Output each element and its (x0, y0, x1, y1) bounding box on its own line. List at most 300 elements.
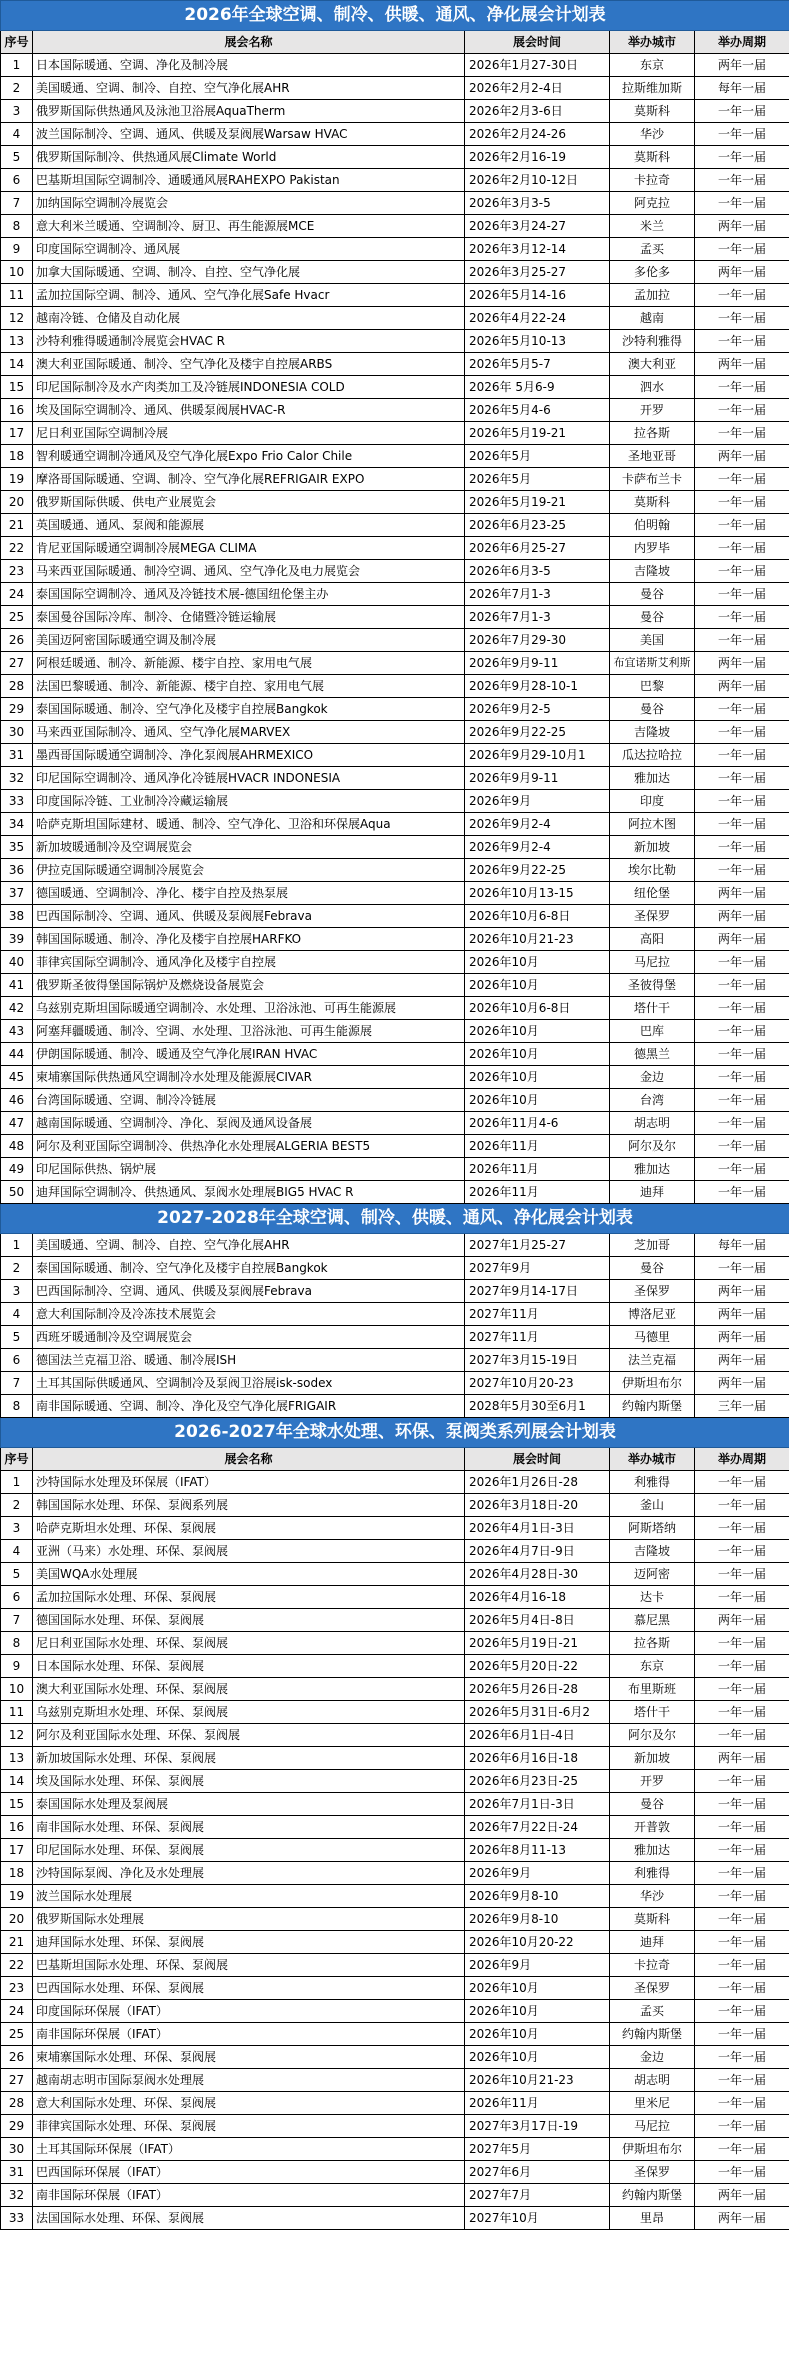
row-number: 24 (1, 2000, 33, 2023)
expo-time: 2026年5月 (465, 445, 610, 468)
expo-time: 2026年7月29-30 (465, 629, 610, 652)
row-number: 23 (1, 1977, 33, 2000)
expo-city: 瓜达拉哈拉 (610, 744, 695, 767)
expo-time: 2026年5月10-13 (465, 330, 610, 353)
expo-time: 2026年11月4-6 (465, 1112, 610, 1135)
row-number: 1 (1, 54, 33, 77)
expo-name: 迪拜国际水处理、环保、泵阀展 (33, 1931, 465, 1954)
table-row (1, 629, 789, 652)
expo-cycle: 一年一届 (695, 744, 789, 767)
expo-cycle: 一年一届 (695, 1112, 789, 1135)
expo-city: 曼谷 (610, 1793, 695, 1816)
row-number: 13 (1, 330, 33, 353)
expo-time: 2026年9月28-10-1 (465, 675, 610, 698)
row-number: 1 (1, 1234, 33, 1257)
expo-name: 印度国际冷链、工业制冷冷藏运输展 (33, 790, 465, 813)
row-number: 9 (1, 238, 33, 261)
row-number: 49 (1, 1158, 33, 1181)
expo-cycle: 一年一届 (695, 1043, 789, 1066)
expo-city: 曼谷 (610, 698, 695, 721)
expo-cycle: 一年一届 (695, 974, 789, 997)
expo-cycle: 一年一届 (695, 997, 789, 1020)
expo-city: 马尼拉 (610, 951, 695, 974)
expo-name: 意大利国际制冷及冷冻技术展览会 (33, 1303, 465, 1326)
expo-name: 美国迈阿密国际暖通空调及制冷展 (33, 629, 465, 652)
expo-name: 泰国国际水处理及泵阀展 (33, 1793, 465, 1816)
expo-cycle: 三年一届 (695, 1395, 789, 1418)
table-row (1, 1977, 789, 2000)
expo-name: 孟加拉国际空调、制冷、通风、空气净化展Safe Hvacr (33, 284, 465, 307)
expo-cycle: 一年一届 (695, 1494, 789, 1517)
expo-city: 沙特利雅得 (610, 330, 695, 353)
expo-city: 伯明翰 (610, 514, 695, 537)
row-number: 33 (1, 790, 33, 813)
expo-cycle: 两年一届 (695, 1326, 789, 1349)
expo-name: 阿尔及利亚国际空调制冷、供热净化水处理展ALGERIA BEST5 (33, 1135, 465, 1158)
table-row (1, 813, 789, 836)
expo-cycle: 两年一届 (695, 1747, 789, 1770)
expo-cycle: 一年一届 (695, 583, 789, 606)
expo-cycle: 一年一届 (695, 1885, 789, 1908)
row-number: 17 (1, 1839, 33, 1862)
row-number: 31 (1, 744, 33, 767)
expo-cycle: 每年一届 (695, 1234, 789, 1257)
expo-city: 伊斯坦布尔 (610, 2138, 695, 2161)
table-row (1, 1112, 789, 1135)
row-number: 3 (1, 1280, 33, 1303)
table-row (1, 1280, 789, 1303)
expo-cycle: 一年一届 (695, 422, 789, 445)
row-number: 26 (1, 2046, 33, 2069)
row-number: 22 (1, 537, 33, 560)
table-row (1, 1135, 789, 1158)
expo-name: 印度国际环保展（IFAT） (33, 2000, 465, 2023)
expo-time: 2026年4月1日-3日 (465, 1517, 610, 1540)
expo-cycle: 两年一届 (695, 2184, 789, 2207)
row-number: 28 (1, 2092, 33, 2115)
expo-city: 圣保罗 (610, 1280, 695, 1303)
table-row (1, 1181, 789, 1204)
row-number: 30 (1, 721, 33, 744)
expo-city: 高阳 (610, 928, 695, 951)
expo-time: 2026年5月31日-6月2 (465, 1701, 610, 1724)
expo-cycle: 两年一届 (695, 905, 789, 928)
expo-city: 华沙 (610, 123, 695, 146)
expo-city: 巴黎 (610, 675, 695, 698)
expo-name: 巴西国际水处理、环保、泵阀展 (33, 1977, 465, 2000)
expo-city: 多伦多 (610, 261, 695, 284)
expo-name: 美国暖通、空调、制冷、自控、空气净化展AHR (33, 1234, 465, 1257)
expo-city: 圣地亚哥 (610, 445, 695, 468)
expo-time: 2026年9月8-10 (465, 1908, 610, 1931)
table-row (1, 1043, 789, 1066)
expo-time: 2027年10月20-23 (465, 1372, 610, 1395)
expo-name: 亚洲（马来）水处理、环保、泵阀展 (33, 1540, 465, 1563)
expo-cycle: 一年一届 (695, 1839, 789, 1862)
expo-city: 金边 (610, 1066, 695, 1089)
expo-time: 2026年1月27-30日 (465, 54, 610, 77)
expo-city: 里米尼 (610, 2092, 695, 2115)
row-number: 32 (1, 2184, 33, 2207)
expo-time: 2026年4月28日-30 (465, 1563, 610, 1586)
expo-cycle: 一年一届 (695, 629, 789, 652)
table-row (1, 307, 789, 330)
expo-time: 2026年9月 (465, 1954, 610, 1977)
expo-city: 孟买 (610, 238, 695, 261)
table-row (1, 445, 789, 468)
table-row (1, 836, 789, 859)
expo-name: 泰国国际暖通、制冷、空气净化及楼宇自控展Bangkok (33, 1257, 465, 1280)
row-number: 37 (1, 882, 33, 905)
expo-city: 美国 (610, 629, 695, 652)
expo-city: 法兰克福 (610, 1349, 695, 1372)
expo-time: 2027年9月14-17日 (465, 1280, 610, 1303)
expo-name: 巴基斯坦国际空调制冷、通暖通风展RAHEXPO Pakistan (33, 169, 465, 192)
row-number: 20 (1, 1908, 33, 1931)
expo-cycle: 两年一届 (695, 445, 789, 468)
expo-name: 加纳国际空调制冷展览会 (33, 192, 465, 215)
expo-cycle: 一年一届 (695, 1770, 789, 1793)
table-row (1, 767, 789, 790)
expo-name: 土耳其国际环保展（IFAT） (33, 2138, 465, 2161)
table-row (1, 238, 789, 261)
expo-cycle: 一年一届 (695, 1020, 789, 1043)
header-time: 展会时间 (465, 1448, 610, 1471)
expo-city: 圣保罗 (610, 905, 695, 928)
expo-city: 芝加哥 (610, 1234, 695, 1257)
expo-name: 泰国曼谷国际冷库、制冷、仓储暨冷链运输展 (33, 606, 465, 629)
table-row (1, 1678, 789, 1701)
row-number: 25 (1, 2023, 33, 2046)
expo-time: 2026年5月4日-8日 (465, 1609, 610, 1632)
expo-time: 2027年1月25-27 (465, 1234, 610, 1257)
table-row (1, 1517, 789, 1540)
table-row (1, 514, 789, 537)
expo-cycle: 一年一届 (695, 1540, 789, 1563)
expo-time: 2026年9月2-4 (465, 813, 610, 836)
expo-cycle: 两年一届 (695, 1349, 789, 1372)
expo-name: 迪拜国际空调制冷、供热通风、泵阀水处理展BIG5 HVAC R (33, 1181, 465, 1204)
expo-time: 2026年9月 (465, 790, 610, 813)
row-number: 15 (1, 1793, 33, 1816)
header-name: 展会名称 (33, 1448, 465, 1471)
expo-cycle: 两年一届 (695, 54, 789, 77)
expo-name: 俄罗斯国际水处理展 (33, 1908, 465, 1931)
expo-city: 曼谷 (610, 606, 695, 629)
expo-cycle: 一年一届 (695, 836, 789, 859)
expo-time: 2028年5月30至6月1 (465, 1395, 610, 1418)
expo-name: 越南国际暖通、空调制冷、净化、泵阀及通风设备展 (33, 1112, 465, 1135)
table-row (1, 399, 789, 422)
table-row (1, 721, 789, 744)
expo-name: 德国国际水处理、环保、泵阀展 (33, 1609, 465, 1632)
expo-cycle: 一年一届 (695, 1655, 789, 1678)
expo-city: 里昂 (610, 2207, 695, 2230)
expo-name: 巴西国际制冷、空调、通风、供暖及泵阀展Febrava (33, 1280, 465, 1303)
row-number: 3 (1, 100, 33, 123)
row-number: 32 (1, 767, 33, 790)
expo-time: 2026年3月24-27 (465, 215, 610, 238)
expo-name: 新加坡暖通制冷及空调展览会 (33, 836, 465, 859)
row-number: 33 (1, 2207, 33, 2230)
table-row (1, 1862, 789, 1885)
table-row (1, 1158, 789, 1181)
expo-name: 越南冷链、仓储及自动化展 (33, 307, 465, 330)
expo-name: 日本国际水处理、环保、泵阀展 (33, 1655, 465, 1678)
expo-cycle: 一年一届 (695, 1632, 789, 1655)
table-row (1, 2138, 789, 2161)
table-row (1, 468, 789, 491)
row-number: 8 (1, 1632, 33, 1655)
header-time: 展会时间 (465, 31, 610, 54)
expo-name: 菲律宾国际空调制冷、通风净化及楼宇自控展 (33, 951, 465, 974)
expo-time: 2026年6月25-27 (465, 537, 610, 560)
table-row (1, 1563, 789, 1586)
table-row (1, 2161, 789, 2184)
expo-city: 莫斯科 (610, 491, 695, 514)
expo-cycle: 两年一届 (695, 1280, 789, 1303)
table-row (1, 928, 789, 951)
expo-city: 约翰内斯堡 (610, 2184, 695, 2207)
table-row (1, 1931, 789, 1954)
expo-city: 东京 (610, 1655, 695, 1678)
expo-city: 新加坡 (610, 1747, 695, 1770)
expo-time: 2026年11月 (465, 1158, 610, 1181)
expo-name: 日本国际暖通、空调、净化及制冷展 (33, 54, 465, 77)
expo-name: 美国WQA水处理展 (33, 1563, 465, 1586)
table-row (1, 537, 789, 560)
expo-time: 2026年2月3-6日 (465, 100, 610, 123)
expo-city: 雅加达 (610, 1839, 695, 1862)
expo-city: 泗水 (610, 376, 695, 399)
header-no: 序号 (1, 1448, 33, 1471)
expo-name: 沙特国际泵阀、净化及水处理展 (33, 1862, 465, 1885)
section-title-row (1, 1418, 789, 1448)
expo-name: 摩洛哥国际暖通、空调、制冷、空气净化展REFRIGAIR EXPO (33, 468, 465, 491)
table-row (1, 997, 789, 1020)
table-row (1, 1349, 789, 1372)
expo-city: 孟买 (610, 2000, 695, 2023)
expo-time: 2026年3月3-5 (465, 192, 610, 215)
expo-city: 吉隆坡 (610, 560, 695, 583)
expo-cycle: 一年一届 (695, 2138, 789, 2161)
expo-city: 雅加达 (610, 767, 695, 790)
expo-cycle: 一年一届 (695, 468, 789, 491)
expo-cycle: 一年一届 (695, 146, 789, 169)
expo-time: 2027年5月 (465, 2138, 610, 2161)
column-header-row (1, 1448, 789, 1471)
expo-name: 南非国际暖通、空调、制冷、净化及空气净化展FRIGAIR (33, 1395, 465, 1418)
expo-cycle: 一年一届 (695, 1158, 789, 1181)
table-row (1, 2046, 789, 2069)
table-row (1, 261, 789, 284)
expo-name: 俄罗斯国际供暖、供电产业展览会 (33, 491, 465, 514)
table-row (1, 675, 789, 698)
expo-city: 台湾 (610, 1089, 695, 1112)
expo-name: 韩国国际水处理、环保、泵阀系列展 (33, 1494, 465, 1517)
expo-city: 澳大利亚 (610, 353, 695, 376)
expo-name: 埃及国际空调制冷、通风、供暖泵阀展HVAC-R (33, 399, 465, 422)
section-title-row (1, 1204, 789, 1234)
row-number: 13 (1, 1747, 33, 1770)
expo-city: 马德里 (610, 1326, 695, 1349)
expo-cycle: 一年一届 (695, 376, 789, 399)
expo-name: 法国国际水处理、环保、泵阀展 (33, 2207, 465, 2230)
expo-name: 尼日利亚国际空调制冷展 (33, 422, 465, 445)
expo-city: 迈阿密 (610, 1563, 695, 1586)
row-number: 38 (1, 905, 33, 928)
expo-name: 印尼国际水处理、环保、泵阀展 (33, 1839, 465, 1862)
section-title: 2027-2028年全球空调、制冷、供暖、通风、净化展会计划表 (1, 1204, 789, 1234)
expo-city: 胡志明 (610, 2069, 695, 2092)
row-number: 43 (1, 1020, 33, 1043)
expo-time: 2026年7月1-3 (465, 583, 610, 606)
expo-time: 2027年9月 (465, 1257, 610, 1280)
expo-time: 2026年4月16-18 (465, 1586, 610, 1609)
expo-cycle: 一年一届 (695, 790, 789, 813)
row-number: 1 (1, 1471, 33, 1494)
expo-cycle: 一年一届 (695, 1066, 789, 1089)
table-row (1, 1066, 789, 1089)
row-number: 18 (1, 1862, 33, 1885)
table-row (1, 1257, 789, 1280)
expo-time: 2026年10月 (465, 951, 610, 974)
row-number: 5 (1, 1326, 33, 1349)
expo-name: 印尼国际供热、锅炉展 (33, 1158, 465, 1181)
expo-name: 印尼国际空调制冷、通风净化冷链展HVACR INDONESIA (33, 767, 465, 790)
expo-time: 2026年6月1日-4日 (465, 1724, 610, 1747)
expo-city: 圣保罗 (610, 2161, 695, 2184)
expo-cycle: 一年一届 (695, 1816, 789, 1839)
expo-cycle: 一年一届 (695, 1793, 789, 1816)
expo-time: 2026年10月20-22 (465, 1931, 610, 1954)
expo-name: 美国暖通、空调、制冷、自控、空气净化展AHR (33, 77, 465, 100)
table-row (1, 560, 789, 583)
expo-city: 德黑兰 (610, 1043, 695, 1066)
expo-cycle: 一年一届 (695, 491, 789, 514)
row-number: 50 (1, 1181, 33, 1204)
expo-time: 2026年10月 (465, 974, 610, 997)
table-row (1, 123, 789, 146)
row-number: 12 (1, 307, 33, 330)
expo-name: 意大利米兰暖通、空调制冷、厨卫、再生能源展MCE (33, 215, 465, 238)
row-number: 14 (1, 1770, 33, 1793)
expo-cycle: 两年一届 (695, 652, 789, 675)
expo-time: 2026年11月 (465, 1135, 610, 1158)
row-number: 20 (1, 491, 33, 514)
expo-time: 2026年1月26日-28 (465, 1471, 610, 1494)
expo-cycle: 一年一届 (695, 1471, 789, 1494)
expo-cycle: 一年一届 (695, 100, 789, 123)
expo-cycle: 一年一届 (695, 1977, 789, 2000)
table-row (1, 1793, 789, 1816)
row-number: 24 (1, 583, 33, 606)
expo-time: 2027年6月 (465, 2161, 610, 2184)
expo-cycle: 一年一届 (695, 399, 789, 422)
expo-name: 柬埔寨国际水处理、环保、泵阀展 (33, 2046, 465, 2069)
expo-cycle: 一年一届 (695, 1954, 789, 1977)
expo-name: 墨西哥国际暖通空调制冷、净化泵阀展AHRMEXICO (33, 744, 465, 767)
expo-name: 台湾国际暖通、空调、制冷冷链展 (33, 1089, 465, 1112)
expo-name: 越南胡志明市国际泵阀水处理展 (33, 2069, 465, 2092)
row-number: 7 (1, 1372, 33, 1395)
expo-cycle: 一年一届 (695, 284, 789, 307)
row-number: 25 (1, 606, 33, 629)
expo-time: 2026年9月29-10月1 (465, 744, 610, 767)
expo-name: 孟加拉国际水处理、环保、泵阀展 (33, 1586, 465, 1609)
expo-time: 2027年3月15-19日 (465, 1349, 610, 1372)
expo-city: 迪拜 (610, 1931, 695, 1954)
expo-cycle: 一年一届 (695, 951, 789, 974)
expo-name: 巴西国际制冷、空调、通风、供暖及泵阀展Febrava (33, 905, 465, 928)
expo-cycle: 一年一届 (695, 1181, 789, 1204)
row-number: 11 (1, 284, 33, 307)
table-row (1, 169, 789, 192)
row-number: 15 (1, 376, 33, 399)
row-number: 26 (1, 629, 33, 652)
row-number: 42 (1, 997, 33, 1020)
row-number: 39 (1, 928, 33, 951)
expo-name: 西班牙暖通制冷及空调展览会 (33, 1326, 465, 1349)
expo-time: 2026年5月14-16 (465, 284, 610, 307)
expo-cycle: 一年一届 (695, 2161, 789, 2184)
expo-name: 俄罗斯圣彼得堡国际锅炉及燃烧设备展览会 (33, 974, 465, 997)
table-row (1, 882, 789, 905)
expo-time: 2026年9月22-25 (465, 721, 610, 744)
table-row (1, 146, 789, 169)
expo-time: 2026年9月8-10 (465, 1885, 610, 1908)
expo-city: 利雅得 (610, 1471, 695, 1494)
expo-city: 拉斯维加斯 (610, 77, 695, 100)
expo-name: 乌兹别克斯坦国际暖通空调制冷、水处理、卫浴泳池、可再生能源展 (33, 997, 465, 1020)
expo-city: 慕尼黑 (610, 1609, 695, 1632)
header-city: 举办城市 (610, 1448, 695, 1471)
expo-cycle: 一年一届 (695, 2023, 789, 2046)
expo-name: 沙特利雅得暖通制冷展览会HVAC R (33, 330, 465, 353)
expo-cycle: 一年一届 (695, 307, 789, 330)
expo-cycle: 一年一届 (695, 813, 789, 836)
table-row (1, 905, 789, 928)
expo-name: 俄罗斯国际供热通风及泳池卫浴展AquaTherm (33, 100, 465, 123)
expo-name: 南非国际环保展（IFAT） (33, 2023, 465, 2046)
expo-city: 博洛尼亚 (610, 1303, 695, 1326)
expo-cycle: 一年一届 (695, 123, 789, 146)
row-number: 30 (1, 2138, 33, 2161)
expo-name: 阿塞拜疆暖通、制冷、空调、水处理、卫浴泳池、可再生能源展 (33, 1020, 465, 1043)
section-title: 2026年全球空调、制冷、供暖、通风、净化展会计划表 (1, 1, 789, 31)
expo-city: 莫斯科 (610, 1908, 695, 1931)
table-row (1, 1609, 789, 1632)
expo-time: 2026年9月9-11 (465, 767, 610, 790)
expo-cycle: 两年一届 (695, 675, 789, 698)
expo-cycle: 两年一届 (695, 928, 789, 951)
expo-city: 阿克拉 (610, 192, 695, 215)
section-title: 2026-2027年全球水处理、环保、泵阀类系列展会计划表 (1, 1418, 789, 1448)
expo-time: 2026年5月26日-28 (465, 1678, 610, 1701)
expo-cycle: 两年一届 (695, 353, 789, 376)
expo-name: 波兰国际制冷、空调、通风、供暖及泵阀展Warsaw HVAC (33, 123, 465, 146)
table-row (1, 491, 789, 514)
table-row (1, 2115, 789, 2138)
table-row (1, 1701, 789, 1724)
expo-city: 卡萨布兰卡 (610, 468, 695, 491)
expo-time: 2026年4月22-24 (465, 307, 610, 330)
expo-city: 新加坡 (610, 836, 695, 859)
table-row (1, 1908, 789, 1931)
expo-city: 越南 (610, 307, 695, 330)
expo-city: 约翰内斯堡 (610, 1395, 695, 1418)
expo-cycle: 一年一届 (695, 330, 789, 353)
